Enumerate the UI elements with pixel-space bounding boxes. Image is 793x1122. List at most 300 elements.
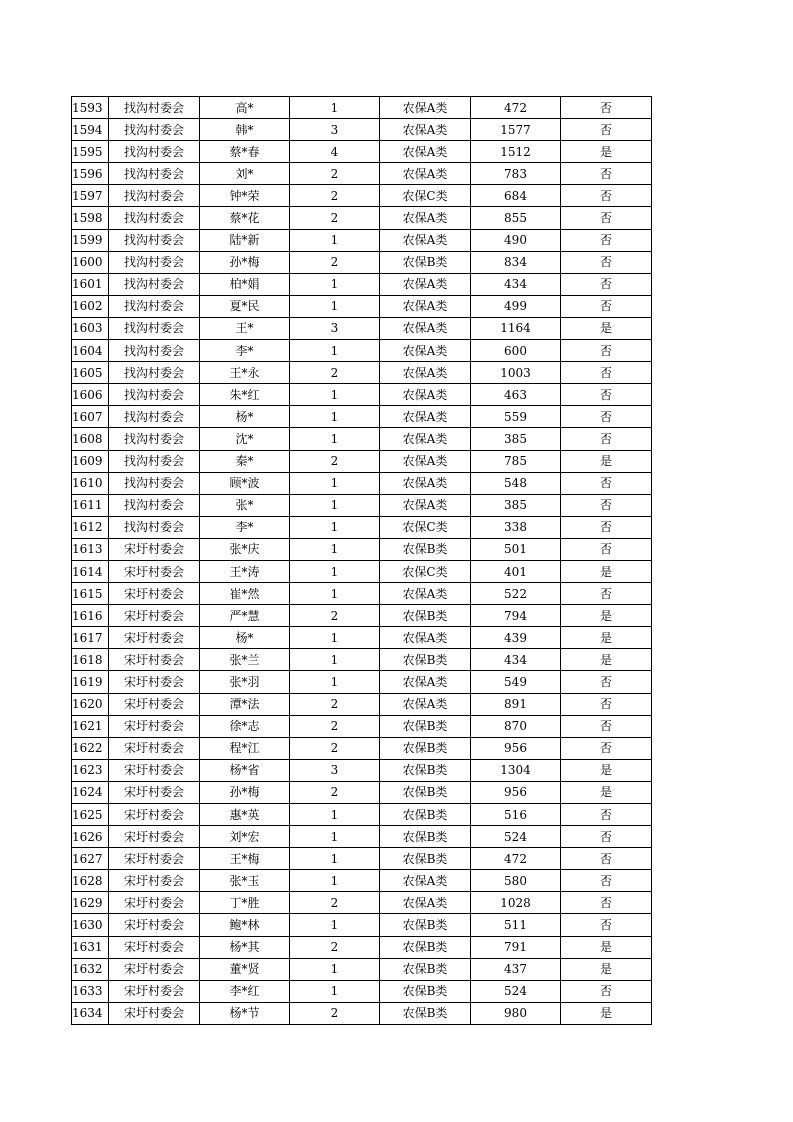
amount-cell: 791 <box>471 936 561 958</box>
village-committee-cell: 宋圩村委会 <box>109 671 200 693</box>
category-cell: 农保A类 <box>380 141 471 163</box>
flag-cell: 是 <box>561 781 652 803</box>
serial-no-cell: 1604 <box>72 340 109 362</box>
name-cell: 杨* <box>200 627 290 649</box>
household-size-cell: 1 <box>290 870 380 892</box>
flag-cell: 否 <box>561 207 652 229</box>
flag-cell: 否 <box>561 251 652 273</box>
amount-cell: 522 <box>471 583 561 605</box>
serial-no-cell: 1617 <box>72 627 109 649</box>
flag-cell: 否 <box>561 980 652 1002</box>
table-row <box>72 583 652 605</box>
table-row <box>72 958 652 980</box>
name-cell: 王*涛 <box>200 560 290 582</box>
serial-no-cell: 1630 <box>72 914 109 936</box>
village-committee-cell: 宋圩村委会 <box>109 627 200 649</box>
flag-cell: 否 <box>561 914 652 936</box>
name-cell: 钟*荣 <box>200 185 290 207</box>
category-cell: 农保A类 <box>380 892 471 914</box>
name-cell: 李* <box>200 340 290 362</box>
amount-cell: 956 <box>471 781 561 803</box>
amount-cell: 684 <box>471 185 561 207</box>
beneficiary-table <box>71 96 652 1025</box>
name-cell: 董*贤 <box>200 958 290 980</box>
flag-cell: 否 <box>561 804 652 826</box>
name-cell: 韩* <box>200 119 290 141</box>
village-committee-cell: 找沟村委会 <box>109 494 200 516</box>
household-size-cell: 2 <box>290 450 380 472</box>
category-cell: 农保A类 <box>380 340 471 362</box>
household-size-cell: 1 <box>290 848 380 870</box>
name-cell: 秦* <box>200 450 290 472</box>
village-committee-cell: 宋圩村委会 <box>109 892 200 914</box>
amount-cell: 855 <box>471 207 561 229</box>
amount-cell: 524 <box>471 980 561 1002</box>
household-size-cell: 2 <box>290 693 380 715</box>
flag-cell: 否 <box>561 428 652 450</box>
household-size-cell: 2 <box>290 781 380 803</box>
table-row <box>72 649 652 671</box>
category-cell: 农保B类 <box>380 1002 471 1024</box>
category-cell: 农保B类 <box>380 804 471 826</box>
village-committee-cell: 找沟村委会 <box>109 472 200 494</box>
serial-no-cell: 1616 <box>72 605 109 627</box>
household-size-cell: 1 <box>290 914 380 936</box>
amount-cell: 980 <box>471 1002 561 1024</box>
name-cell: 李*红 <box>200 980 290 1002</box>
household-size-cell: 1 <box>290 97 380 119</box>
category-cell: 农保A类 <box>380 870 471 892</box>
name-cell: 陆*新 <box>200 229 290 251</box>
household-size-cell: 1 <box>290 273 380 295</box>
name-cell: 杨* <box>200 406 290 428</box>
category-cell: 农保B类 <box>380 936 471 958</box>
village-committee-cell: 找沟村委会 <box>109 362 200 384</box>
flag-cell: 是 <box>561 141 652 163</box>
village-committee-cell: 宋圩村委会 <box>109 759 200 781</box>
table-row <box>72 207 652 229</box>
amount-cell: 434 <box>471 273 561 295</box>
serial-no-cell: 1631 <box>72 936 109 958</box>
amount-cell: 385 <box>471 428 561 450</box>
table-row <box>72 141 652 163</box>
category-cell: 农保A类 <box>380 295 471 317</box>
category-cell: 农保C类 <box>380 185 471 207</box>
table-row <box>72 560 652 582</box>
household-size-cell: 1 <box>290 980 380 1002</box>
name-cell: 刘* <box>200 163 290 185</box>
name-cell: 杨*其 <box>200 936 290 958</box>
serial-no-cell: 1606 <box>72 384 109 406</box>
table-row <box>72 627 652 649</box>
amount-cell: 783 <box>471 163 561 185</box>
village-committee-cell: 找沟村委会 <box>109 163 200 185</box>
amount-cell: 524 <box>471 826 561 848</box>
amount-cell: 549 <box>471 671 561 693</box>
serial-no-cell: 1633 <box>72 980 109 1002</box>
name-cell: 王* <box>200 317 290 339</box>
table-row <box>72 185 652 207</box>
amount-cell: 437 <box>471 958 561 980</box>
amount-cell: 785 <box>471 450 561 472</box>
household-size-cell: 2 <box>290 185 380 207</box>
serial-no-cell: 1626 <box>72 826 109 848</box>
serial-no-cell: 1597 <box>72 185 109 207</box>
name-cell: 张*羽 <box>200 671 290 693</box>
amount-cell: 463 <box>471 384 561 406</box>
flag-cell: 否 <box>561 848 652 870</box>
village-committee-cell: 宋圩村委会 <box>109 936 200 958</box>
name-cell: 惠*英 <box>200 804 290 826</box>
serial-no-cell: 1619 <box>72 671 109 693</box>
table-row <box>72 494 652 516</box>
name-cell: 王*梅 <box>200 848 290 870</box>
table-row <box>72 251 652 273</box>
flag-cell: 是 <box>561 627 652 649</box>
table-row <box>72 340 652 362</box>
household-size-cell: 2 <box>290 892 380 914</box>
category-cell: 农保A类 <box>380 494 471 516</box>
amount-cell: 1304 <box>471 759 561 781</box>
table-row <box>72 671 652 693</box>
village-committee-cell: 找沟村委会 <box>109 97 200 119</box>
serial-no-cell: 1594 <box>72 119 109 141</box>
household-size-cell: 1 <box>290 516 380 538</box>
amount-cell: 1512 <box>471 141 561 163</box>
serial-no-cell: 1622 <box>72 737 109 759</box>
village-committee-cell: 宋圩村委会 <box>109 781 200 803</box>
village-committee-cell: 宋圩村委会 <box>109 737 200 759</box>
serial-no-cell: 1625 <box>72 804 109 826</box>
table-row <box>72 295 652 317</box>
serial-no-cell: 1603 <box>72 317 109 339</box>
name-cell: 鲍*林 <box>200 914 290 936</box>
village-committee-cell: 宋圩村委会 <box>109 605 200 627</box>
amount-cell: 490 <box>471 229 561 251</box>
serial-no-cell: 1632 <box>72 958 109 980</box>
flag-cell: 否 <box>561 671 652 693</box>
serial-no-cell: 1611 <box>72 494 109 516</box>
table-row <box>72 97 652 119</box>
category-cell: 农保B类 <box>380 781 471 803</box>
amount-cell: 580 <box>471 870 561 892</box>
household-size-cell: 1 <box>290 649 380 671</box>
flag-cell: 否 <box>561 494 652 516</box>
village-committee-cell: 宋圩村委会 <box>109 538 200 560</box>
flag-cell: 否 <box>561 892 652 914</box>
amount-cell: 834 <box>471 251 561 273</box>
category-cell: 农保A类 <box>380 627 471 649</box>
category-cell: 农保C类 <box>380 516 471 538</box>
serial-no-cell: 1605 <box>72 362 109 384</box>
name-cell: 杨*节 <box>200 1002 290 1024</box>
name-cell: 崔*然 <box>200 583 290 605</box>
flag-cell: 是 <box>561 450 652 472</box>
flag-cell: 否 <box>561 295 652 317</box>
village-committee-cell: 找沟村委会 <box>109 207 200 229</box>
category-cell: 农保B类 <box>380 737 471 759</box>
flag-cell: 否 <box>561 406 652 428</box>
household-size-cell: 2 <box>290 163 380 185</box>
table-row <box>72 362 652 384</box>
household-size-cell: 2 <box>290 207 380 229</box>
amount-cell: 472 <box>471 97 561 119</box>
serial-no-cell: 1621 <box>72 715 109 737</box>
category-cell: 农保B类 <box>380 649 471 671</box>
serial-no-cell: 1600 <box>72 251 109 273</box>
serial-no-cell: 1598 <box>72 207 109 229</box>
category-cell: 农保A类 <box>380 583 471 605</box>
household-size-cell: 1 <box>290 804 380 826</box>
category-cell: 农保A类 <box>380 273 471 295</box>
household-size-cell: 1 <box>290 494 380 516</box>
household-size-cell: 1 <box>290 340 380 362</box>
serial-no-cell: 1602 <box>72 295 109 317</box>
name-cell: 刘*宏 <box>200 826 290 848</box>
name-cell: 杨*省 <box>200 759 290 781</box>
serial-no-cell: 1607 <box>72 406 109 428</box>
category-cell: 农保A类 <box>380 406 471 428</box>
flag-cell: 否 <box>561 273 652 295</box>
village-committee-cell: 找沟村委会 <box>109 185 200 207</box>
household-size-cell: 2 <box>290 936 380 958</box>
village-committee-cell: 找沟村委会 <box>109 229 200 251</box>
amount-cell: 385 <box>471 494 561 516</box>
flag-cell: 否 <box>561 185 652 207</box>
flag-cell: 否 <box>561 97 652 119</box>
name-cell: 沈* <box>200 428 290 450</box>
flag-cell: 是 <box>561 1002 652 1024</box>
village-committee-cell: 宋圩村委会 <box>109 870 200 892</box>
flag-cell: 否 <box>561 472 652 494</box>
serial-no-cell: 1609 <box>72 450 109 472</box>
name-cell: 孙*梅 <box>200 251 290 273</box>
name-cell: 顾*波 <box>200 472 290 494</box>
household-size-cell: 2 <box>290 605 380 627</box>
table-row <box>72 804 652 826</box>
flag-cell: 是 <box>561 605 652 627</box>
name-cell: 蔡*春 <box>200 141 290 163</box>
village-committee-cell: 宋圩村委会 <box>109 958 200 980</box>
name-cell: 高* <box>200 97 290 119</box>
category-cell: 农保B类 <box>380 980 471 1002</box>
category-cell: 农保B类 <box>380 605 471 627</box>
village-committee-cell: 宋圩村委会 <box>109 693 200 715</box>
household-size-cell: 3 <box>290 119 380 141</box>
serial-no-cell: 1601 <box>72 273 109 295</box>
household-size-cell: 1 <box>290 229 380 251</box>
category-cell: 农保A类 <box>380 671 471 693</box>
serial-no-cell: 1593 <box>72 97 109 119</box>
serial-no-cell: 1596 <box>72 163 109 185</box>
category-cell: 农保A类 <box>380 428 471 450</box>
table-row <box>72 119 652 141</box>
table-row <box>72 163 652 185</box>
village-committee-cell: 找沟村委会 <box>109 428 200 450</box>
table-row <box>72 892 652 914</box>
household-size-cell: 1 <box>290 826 380 848</box>
table-row <box>72 273 652 295</box>
village-committee-cell: 找沟村委会 <box>109 450 200 472</box>
table-row <box>72 693 652 715</box>
table-row <box>72 229 652 251</box>
household-size-cell: 1 <box>290 560 380 582</box>
name-cell: 朱*红 <box>200 384 290 406</box>
village-committee-cell: 宋圩村委会 <box>109 914 200 936</box>
flag-cell: 否 <box>561 163 652 185</box>
table-row <box>72 848 652 870</box>
village-committee-cell: 找沟村委会 <box>109 251 200 273</box>
flag-cell: 是 <box>561 317 652 339</box>
household-size-cell: 1 <box>290 295 380 317</box>
household-size-cell: 1 <box>290 671 380 693</box>
serial-no-cell: 1623 <box>72 759 109 781</box>
category-cell: 农保C类 <box>380 560 471 582</box>
flag-cell: 否 <box>561 715 652 737</box>
table-row <box>72 826 652 848</box>
category-cell: 农保B类 <box>380 914 471 936</box>
amount-cell: 891 <box>471 693 561 715</box>
household-size-cell: 3 <box>290 317 380 339</box>
table-row <box>72 605 652 627</box>
table-row <box>72 1002 652 1024</box>
table-row <box>72 317 652 339</box>
flag-cell: 否 <box>561 737 652 759</box>
name-cell: 孙*梅 <box>200 781 290 803</box>
name-cell: 张*庆 <box>200 538 290 560</box>
serial-no-cell: 1613 <box>72 538 109 560</box>
category-cell: 农保A类 <box>380 362 471 384</box>
household-size-cell: 1 <box>290 406 380 428</box>
amount-cell: 472 <box>471 848 561 870</box>
table-body <box>72 97 652 1025</box>
flag-cell: 否 <box>561 826 652 848</box>
category-cell: 农保A类 <box>380 317 471 339</box>
name-cell: 丁*胜 <box>200 892 290 914</box>
household-size-cell: 1 <box>290 958 380 980</box>
flag-cell: 否 <box>561 340 652 362</box>
household-size-cell: 1 <box>290 538 380 560</box>
amount-cell: 499 <box>471 295 561 317</box>
flag-cell: 否 <box>561 384 652 406</box>
household-size-cell: 2 <box>290 362 380 384</box>
flag-cell: 否 <box>561 229 652 251</box>
amount-cell: 338 <box>471 516 561 538</box>
serial-no-cell: 1628 <box>72 870 109 892</box>
flag-cell: 否 <box>561 870 652 892</box>
table-row <box>72 428 652 450</box>
household-size-cell: 1 <box>290 428 380 450</box>
amount-cell: 870 <box>471 715 561 737</box>
serial-no-cell: 1615 <box>72 583 109 605</box>
village-committee-cell: 找沟村委会 <box>109 317 200 339</box>
amount-cell: 1577 <box>471 119 561 141</box>
name-cell: 王*永 <box>200 362 290 384</box>
category-cell: 农保A类 <box>380 163 471 185</box>
household-size-cell: 3 <box>290 759 380 781</box>
village-committee-cell: 找沟村委会 <box>109 384 200 406</box>
name-cell: 程*江 <box>200 737 290 759</box>
category-cell: 农保A类 <box>380 450 471 472</box>
village-committee-cell: 找沟村委会 <box>109 119 200 141</box>
amount-cell: 401 <box>471 560 561 582</box>
village-committee-cell: 找沟村委会 <box>109 406 200 428</box>
household-size-cell: 2 <box>290 737 380 759</box>
flag-cell: 是 <box>561 958 652 980</box>
category-cell: 农保A类 <box>380 97 471 119</box>
serial-no-cell: 1629 <box>72 892 109 914</box>
category-cell: 农保A类 <box>380 207 471 229</box>
name-cell: 蔡*花 <box>200 207 290 229</box>
name-cell: 潭*法 <box>200 693 290 715</box>
serial-no-cell: 1614 <box>72 560 109 582</box>
amount-cell: 511 <box>471 914 561 936</box>
amount-cell: 1028 <box>471 892 561 914</box>
household-size-cell: 1 <box>290 627 380 649</box>
category-cell: 农保A类 <box>380 472 471 494</box>
table-row <box>72 781 652 803</box>
serial-no-cell: 1634 <box>72 1002 109 1024</box>
category-cell: 农保B类 <box>380 538 471 560</box>
category-cell: 农保B类 <box>380 715 471 737</box>
village-committee-cell: 宋圩村委会 <box>109 560 200 582</box>
category-cell: 农保B类 <box>380 251 471 273</box>
category-cell: 农保B类 <box>380 759 471 781</box>
household-size-cell: 1 <box>290 384 380 406</box>
flag-cell: 否 <box>561 516 652 538</box>
village-committee-cell: 宋圩村委会 <box>109 848 200 870</box>
serial-no-cell: 1620 <box>72 693 109 715</box>
village-committee-cell: 找沟村委会 <box>109 141 200 163</box>
household-size-cell: 4 <box>290 141 380 163</box>
table-row <box>72 450 652 472</box>
flag-cell: 否 <box>561 693 652 715</box>
serial-no-cell: 1618 <box>72 649 109 671</box>
village-committee-cell: 找沟村委会 <box>109 340 200 362</box>
amount-cell: 1164 <box>471 317 561 339</box>
flag-cell: 是 <box>561 759 652 781</box>
household-size-cell: 2 <box>290 251 380 273</box>
table-row <box>72 406 652 428</box>
table-row <box>72 737 652 759</box>
village-committee-cell: 找沟村委会 <box>109 516 200 538</box>
name-cell: 张* <box>200 494 290 516</box>
household-size-cell: 2 <box>290 1002 380 1024</box>
amount-cell: 516 <box>471 804 561 826</box>
category-cell: 农保B类 <box>380 848 471 870</box>
flag-cell: 否 <box>561 362 652 384</box>
village-committee-cell: 找沟村委会 <box>109 295 200 317</box>
amount-cell: 794 <box>471 605 561 627</box>
name-cell: 张*玉 <box>200 870 290 892</box>
flag-cell: 是 <box>561 936 652 958</box>
table-row <box>72 715 652 737</box>
category-cell: 农保A类 <box>380 693 471 715</box>
flag-cell: 否 <box>561 119 652 141</box>
village-committee-cell: 宋圩村委会 <box>109 1002 200 1024</box>
serial-no-cell: 1612 <box>72 516 109 538</box>
amount-cell: 548 <box>471 472 561 494</box>
name-cell: 夏*民 <box>200 295 290 317</box>
name-cell: 李* <box>200 516 290 538</box>
name-cell: 柏*娟 <box>200 273 290 295</box>
amount-cell: 434 <box>471 649 561 671</box>
name-cell: 严*慧 <box>200 605 290 627</box>
name-cell: 徐*志 <box>200 715 290 737</box>
table-row <box>72 980 652 1002</box>
table-row <box>72 914 652 936</box>
serial-no-cell: 1610 <box>72 472 109 494</box>
